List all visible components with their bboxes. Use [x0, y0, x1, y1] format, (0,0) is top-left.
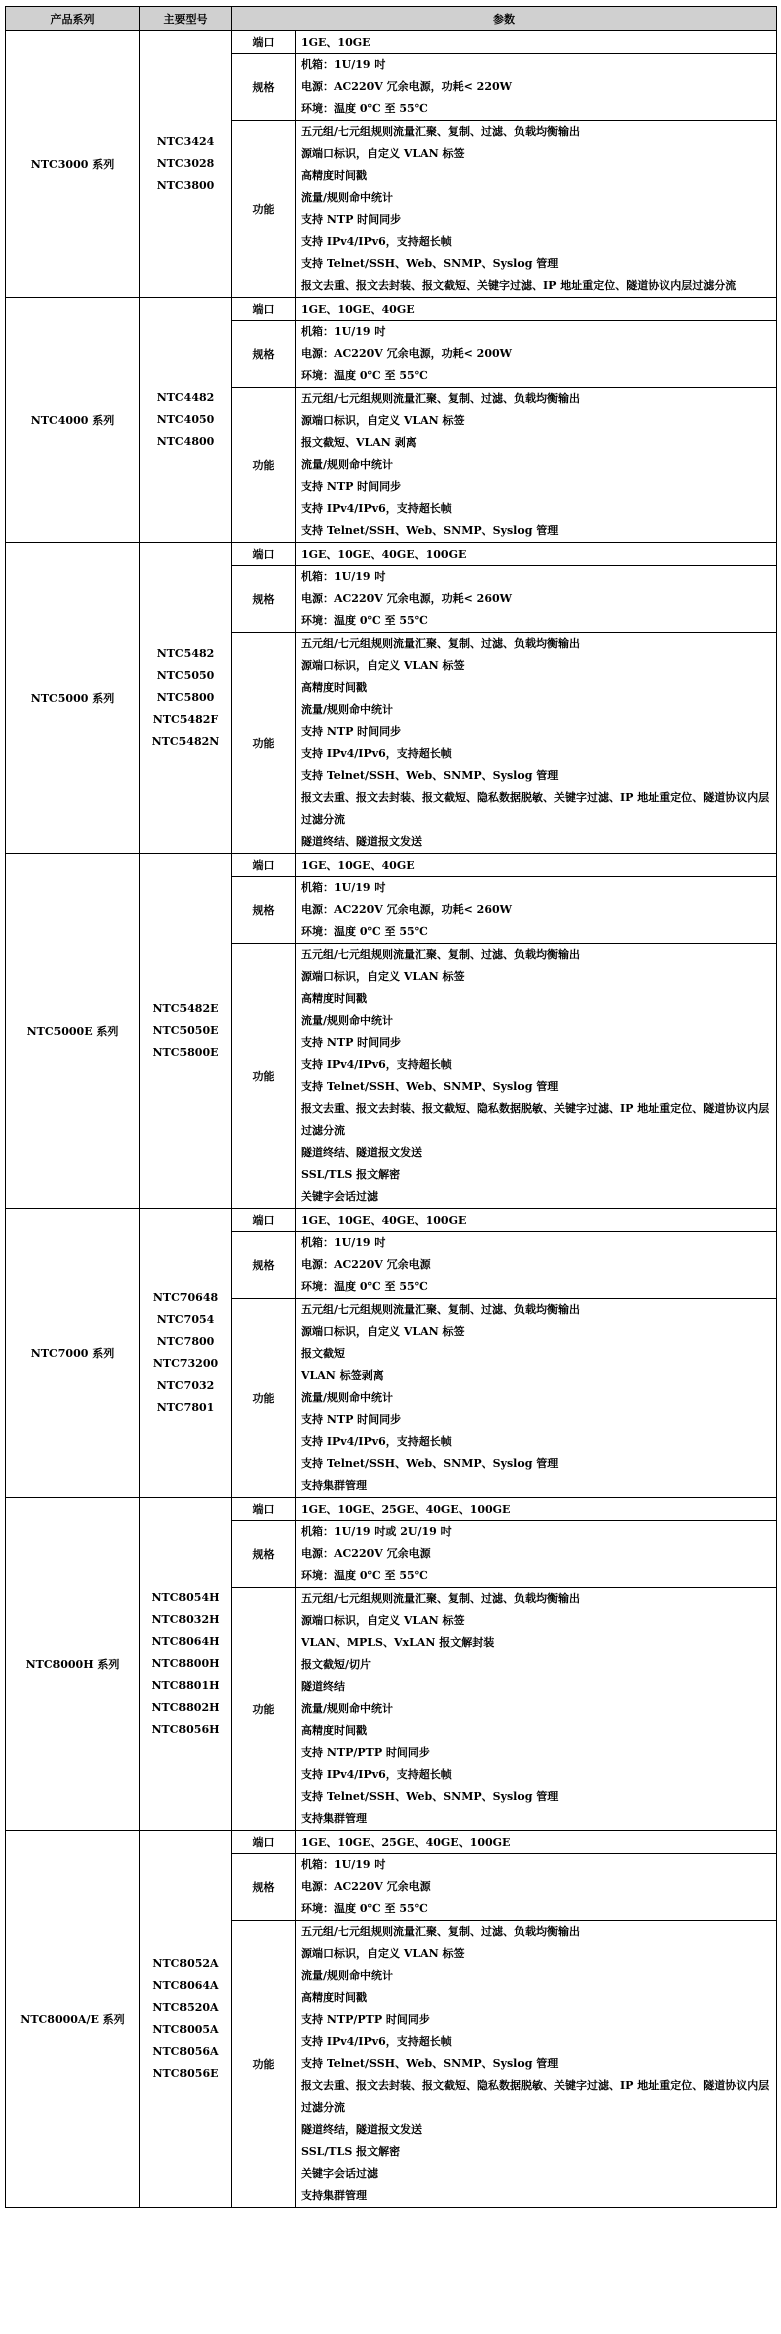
spec-item: 环境：温度 0℃ 至 55℃: [301, 614, 428, 627]
spec-item: 机箱：1U/19 吋: [301, 1236, 386, 1249]
function-item: 支持 IPv4/IPv6，支持超长帧: [301, 2035, 452, 2048]
model-number: NTC4800: [156, 435, 215, 448]
spec-item: 环境：温度 0℃ 至 55℃: [301, 369, 428, 382]
table-row: [6, 854, 777, 877]
model-number: NTC7032: [156, 1379, 215, 1392]
function-item: 支持 IPv4/IPv6，支持超长帧: [301, 1435, 452, 1448]
spec-values: [296, 1854, 777, 1921]
port-value: 1GE、10GE、40GE、100GE: [296, 543, 777, 566]
function-item: 报文截短/切片: [301, 1658, 372, 1671]
spec-item: 机箱：1U/19 吋: [301, 881, 386, 894]
function-label: 功能: [232, 944, 296, 1209]
series-name: NTC8000A/E 系列: [6, 1831, 140, 2208]
function-item: 支持 NTP 时间同步: [301, 1036, 402, 1049]
function-item: 支持 NTP 时间同步: [301, 480, 402, 493]
model-list: [140, 31, 232, 298]
model-number: NTC3028: [156, 157, 215, 170]
function-item: 五元组/七元组规则流量汇聚、复制、过滤、负载均衡输出: [301, 1303, 581, 1316]
function-item: 支持 Telnet/SSH、Web、SNMP、Syslog 管理: [301, 1790, 559, 1803]
function-item: 报文去重、报文去封装、报文截短、隐私数据脱敏、关键字过滤、IP 地址重定位、隧道协议内层过滤分流: [301, 791, 770, 826]
spec-item: 机箱：1U/19 吋或 2U/19 吋: [301, 1525, 452, 1538]
model-number: NTC3800: [156, 179, 215, 192]
function-item: 五元组/七元组规则流量汇聚、复制、过滤、负载均衡输出: [301, 948, 581, 961]
function-item: 支持 IPv4/IPv6，支持超长帧: [301, 1058, 452, 1071]
function-item: 报文去重、报文去封装、报文截短、关键字过滤、IP 地址重定位、隧道协议内层过滤分流: [301, 279, 737, 292]
series-name: NTC7000 系列: [6, 1209, 140, 1498]
port-label: 端口: [232, 1831, 296, 1854]
function-item: 源端口标识，自定义 VLAN 标签: [301, 659, 465, 672]
model-number: NTC8802H: [151, 1701, 220, 1714]
function-item: 支持 IPv4/IPv6，支持超长帧: [301, 235, 452, 248]
function-label: 功能: [232, 121, 296, 298]
spec-item: 电源：AC220V 冗余电源: [301, 1547, 431, 1560]
header-series: 产品系列: [6, 7, 140, 31]
function-item: 支持 NTP 时间同步: [301, 725, 402, 738]
spec-label: 规格: [232, 1854, 296, 1921]
function-label: 功能: [232, 1299, 296, 1498]
model-number: NTC8801H: [151, 1679, 220, 1692]
spec-item: 环境：温度 0℃ 至 55℃: [301, 925, 428, 938]
model-list: [140, 543, 232, 854]
model-number: NTC8054H: [151, 1591, 220, 1604]
function-item: 五元组/七元组规则流量汇聚、复制、过滤、负载均衡输出: [301, 392, 581, 405]
function-item: 高精度时间戳: [301, 681, 367, 694]
model-number: NTC7801: [156, 1401, 215, 1414]
function-values: [296, 1921, 777, 2208]
table-row: [6, 31, 777, 54]
model-number: NTC5800E: [152, 1046, 219, 1059]
table-row: [6, 298, 777, 321]
spec-item: 电源：AC220V 冗余电源: [301, 1880, 431, 1893]
product-table-wrapper: [5, 6, 776, 2208]
function-item: 流量/规则命中统计: [301, 191, 394, 204]
model-number: NTC8005A: [152, 2023, 219, 2036]
function-values: [296, 121, 777, 298]
function-item: 隧道终结: [301, 1680, 345, 1693]
model-number: NTC5050: [156, 669, 215, 682]
function-label: 功能: [232, 388, 296, 543]
port-value: 1GE、10GE、25GE、40GE、100GE: [296, 1831, 777, 1854]
spec-label: 规格: [232, 54, 296, 121]
function-item: 隧道终结、隧道报文发送: [301, 835, 422, 848]
function-item: 支持集群管理: [301, 2189, 367, 2202]
model-list: [140, 1498, 232, 1831]
table-row: [6, 1498, 777, 1521]
function-values: [296, 388, 777, 543]
model-number: NTC4482: [156, 391, 215, 404]
spec-label: 规格: [232, 1521, 296, 1588]
function-item: 关键字会话过滤: [301, 2167, 378, 2180]
function-item: 高精度时间戳: [301, 992, 367, 1005]
spec-item: 电源：AC220V 冗余电源，功耗< 260W: [301, 592, 512, 605]
port-value: 1GE、10GE、40GE: [296, 854, 777, 877]
port-label: 端口: [232, 31, 296, 54]
model-number: NTC8032H: [151, 1613, 220, 1626]
function-item: 支持 NTP 时间同步: [301, 213, 402, 226]
table-row: [6, 1209, 777, 1232]
series-name: NTC8000H 系列: [6, 1498, 140, 1831]
function-item: 流量/规则命中统计: [301, 1391, 394, 1404]
table-header-row: [6, 7, 777, 31]
function-values: [296, 633, 777, 854]
port-value: 1GE、10GE、40GE、100GE: [296, 1209, 777, 1232]
series-name: NTC4000 系列: [6, 298, 140, 543]
function-item: 流量/规则命中统计: [301, 1014, 394, 1027]
function-item: 隧道终结、隧道报文发送: [301, 1146, 422, 1159]
function-item: 流量/规则命中统计: [301, 1969, 394, 1982]
port-value: 1GE、10GE: [296, 31, 777, 54]
spec-item: 电源：AC220V 冗余电源，功耗< 220W: [301, 80, 512, 93]
spec-values: [296, 54, 777, 121]
function-item: VLAN、MPLS、VxLAN 报文解封装: [301, 1636, 495, 1649]
function-item: 高精度时间戳: [301, 1991, 367, 2004]
function-item: 支持 Telnet/SSH、Web、SNMP、Syslog 管理: [301, 524, 559, 537]
model-number: NTC5482: [156, 647, 215, 660]
spec-label: 规格: [232, 1232, 296, 1299]
function-item: 流量/规则命中统计: [301, 458, 394, 471]
model-number: NTC8056H: [151, 1723, 220, 1736]
model-number: NTC70648: [152, 1291, 219, 1304]
function-item: 支持 NTP 时间同步: [301, 1413, 402, 1426]
spec-item: 机箱：1U/19 吋: [301, 325, 386, 338]
function-item: 隧道终结，隧道报文发送: [301, 2123, 422, 2136]
function-values: [296, 1299, 777, 1498]
port-value: 1GE、10GE、25GE、40GE、100GE: [296, 1498, 777, 1521]
function-item: 高精度时间戳: [301, 1724, 367, 1737]
function-item: 五元组/七元组规则流量汇聚、复制、过滤、负载均衡输出: [301, 1592, 581, 1605]
spec-item: 电源：AC220V 冗余电源: [301, 1258, 431, 1271]
function-item: 支持 Telnet/SSH、Web、SNMP、Syslog 管理: [301, 1080, 559, 1093]
spec-item: 机箱：1U/19 吋: [301, 1858, 386, 1871]
model-number: NTC5482F: [152, 713, 219, 726]
port-label: 端口: [232, 1209, 296, 1232]
spec-item: 环境：温度 0℃ 至 55℃: [301, 1902, 428, 1915]
spec-label: 规格: [232, 877, 296, 944]
port-label: 端口: [232, 854, 296, 877]
function-item: 报文截短、VLAN 剥离: [301, 436, 417, 449]
function-label: 功能: [232, 1588, 296, 1831]
function-item: 流量/规则命中统计: [301, 1702, 394, 1715]
header-models: 主要型号: [140, 7, 232, 31]
model-number: NTC8052A: [152, 1957, 219, 1970]
function-item: 支持 NTP/PTP 时间同步: [301, 1746, 430, 1759]
function-item: 支持 IPv4/IPv6，支持超长帧: [301, 747, 452, 760]
function-item: SSL/TLS 报文解密: [301, 1168, 401, 1181]
function-item: 源端口标识，自定义 VLAN 标签: [301, 414, 465, 427]
spec-values: [296, 1232, 777, 1299]
spec-item: 电源：AC220V 冗余电源，功耗< 260W: [301, 903, 512, 916]
spec-item: 电源：AC220V 冗余电源，功耗< 200W: [301, 347, 512, 360]
model-number: NTC73200: [152, 1357, 219, 1370]
model-number: NTC8064A: [152, 1979, 219, 1992]
model-number: NTC5800: [156, 691, 215, 704]
table-row: [6, 543, 777, 566]
spec-values: [296, 321, 777, 388]
function-item: 五元组/七元组规则流量汇聚、复制、过滤、负载均衡输出: [301, 1925, 581, 1938]
model-number: NTC7054: [156, 1313, 215, 1326]
function-item: 源端口标识，自定义 VLAN 标签: [301, 147, 465, 160]
function-item: 支持 Telnet/SSH、Web、SNMP、Syslog 管理: [301, 2057, 559, 2070]
spec-item: 机箱：1U/19 吋: [301, 570, 386, 583]
function-item: VLAN 标签剥离: [301, 1369, 384, 1382]
function-item: 支持集群管理: [301, 1812, 367, 1825]
model-number: NTC7800: [156, 1335, 215, 1348]
series-name: NTC3000 系列: [6, 31, 140, 298]
port-value: 1GE、10GE、40GE: [296, 298, 777, 321]
spec-item: 环境：温度 0℃ 至 55℃: [301, 102, 428, 115]
function-item: 支持 Telnet/SSH、Web、SNMP、Syslog 管理: [301, 1457, 559, 1470]
table-row: [6, 1831, 777, 1854]
function-item: SSL/TLS 报文解密: [301, 2145, 401, 2158]
function-item: 关键字会话过滤: [301, 1190, 378, 1203]
model-number: NTC5050E: [152, 1024, 219, 1037]
function-values: [296, 1588, 777, 1831]
model-number: NTC8056E: [152, 2067, 219, 2080]
function-item: 五元组/七元组规则流量汇聚、复制、过滤、负载均衡输出: [301, 125, 581, 138]
port-label: 端口: [232, 298, 296, 321]
spec-values: [296, 566, 777, 633]
spec-values: [296, 1521, 777, 1588]
function-values: [296, 944, 777, 1209]
series-name: NTC5000E 系列: [6, 854, 140, 1209]
model-list: [140, 1209, 232, 1498]
function-item: 支持 NTP/PTP 时间同步: [301, 2013, 430, 2026]
function-item: 五元组/七元组规则流量汇聚、复制、过滤、负载均衡输出: [301, 637, 581, 650]
function-item: 支持 IPv4/IPv6，支持超长帧: [301, 502, 452, 515]
model-number: NTC3424: [156, 135, 215, 148]
function-item: 源端口标识，自定义 VLAN 标签: [301, 1947, 465, 1960]
spec-item: 环境：温度 0℃ 至 55℃: [301, 1280, 428, 1293]
spec-label: 规格: [232, 566, 296, 633]
function-item: 高精度时间戳: [301, 169, 367, 182]
port-label: 端口: [232, 543, 296, 566]
function-item: 流量/规则命中统计: [301, 703, 394, 716]
model-list: [140, 298, 232, 543]
model-number: NTC5482N: [151, 735, 220, 748]
model-number: NTC8056A: [152, 2045, 219, 2058]
function-label: 功能: [232, 633, 296, 854]
spec-item: 机箱：1U/19 吋: [301, 58, 386, 71]
model-list: [140, 854, 232, 1209]
header-params: 参数: [232, 7, 777, 31]
model-list: [140, 1831, 232, 2208]
spec-label: 规格: [232, 321, 296, 388]
function-item: 源端口标识，自定义 VLAN 标签: [301, 1614, 465, 1627]
function-item: 报文去重、报文去封装、报文截短、隐私数据脱敏、关键字过滤、IP 地址重定位、隧道协议内层过滤分流: [301, 1102, 770, 1137]
function-item: 支持 Telnet/SSH、Web、SNMP、Syslog 管理: [301, 769, 559, 782]
function-item: 源端口标识，自定义 VLAN 标签: [301, 970, 465, 983]
series-name: NTC5000 系列: [6, 543, 140, 854]
function-item: 源端口标识，自定义 VLAN 标签: [301, 1325, 465, 1338]
function-item: 报文去重、报文去封装、报文截短、隐私数据脱敏、关键字过滤、IP 地址重定位、隧道协议内层过滤分流: [301, 2079, 770, 2114]
model-number: NTC8520A: [152, 2001, 219, 2014]
table-body: [6, 31, 777, 2208]
function-label: 功能: [232, 1921, 296, 2208]
spec-values: [296, 877, 777, 944]
function-item: 支持集群管理: [301, 1479, 367, 1492]
model-number: NTC4050: [156, 413, 215, 426]
spec-item: 环境：温度 0℃ 至 55℃: [301, 1569, 428, 1582]
function-item: 支持 IPv4/IPv6，支持超长帧: [301, 1768, 452, 1781]
model-number: NTC8800H: [151, 1657, 220, 1670]
function-item: 支持 Telnet/SSH、Web、SNMP、Syslog 管理: [301, 257, 559, 270]
product-spec-table: [5, 6, 777, 2208]
model-number: NTC5482E: [152, 1002, 219, 1015]
model-number: NTC8064H: [151, 1635, 220, 1648]
port-label: 端口: [232, 1498, 296, 1521]
function-item: 报文截短: [301, 1347, 345, 1360]
